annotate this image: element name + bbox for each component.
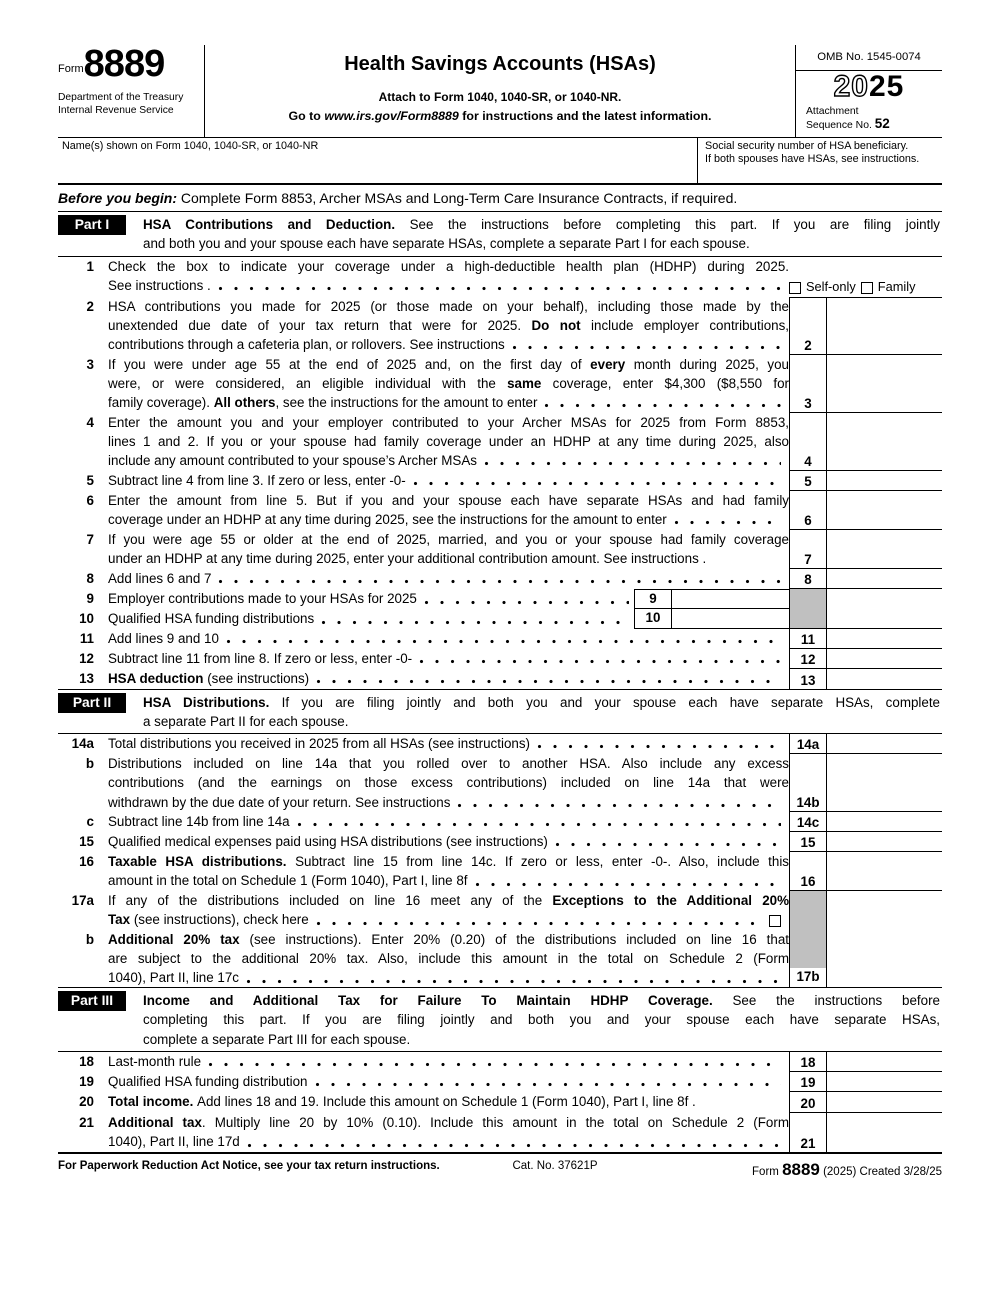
self-only-checkbox[interactable] [789, 282, 801, 294]
box-10-label: 10 [635, 609, 672, 628]
box-21-label: 21 [790, 1113, 827, 1152]
line-16-number: 16 [79, 854, 94, 870]
box-19-label: 19 [790, 1072, 827, 1091]
line-14c-number: c [86, 814, 94, 830]
box-6-label: 6 [790, 491, 827, 529]
line-17a-number: 17a [71, 893, 94, 909]
box-12-label: 12 [790, 649, 827, 668]
dot-leader [218, 286, 781, 291]
dot-leader [413, 481, 781, 486]
dept-irs: Internal Revenue Service [58, 104, 174, 116]
exceptions-checkbox[interactable] [769, 915, 781, 927]
dot-leader [316, 679, 781, 684]
box-8-label: 8 [790, 569, 827, 588]
form-footer [58, 1152, 942, 1180]
line-20-amount-field[interactable] [827, 1092, 942, 1112]
line-14a: 14a Total distributions you received in 2025 from all HSAs (see instructions) 14a [58, 734, 942, 754]
line-1: 1 Check the box to indicate your coverage under a high-deductible health plan (HDHP) during 2025. See instructions . Self-only Family [58, 257, 942, 297]
part1-header [58, 212, 942, 257]
box-14a-label: 14a [790, 734, 827, 753]
omb-block [795, 45, 942, 137]
line-7-number: 7 [86, 531, 94, 547]
dot-leader [226, 639, 781, 644]
shaded-cell [790, 891, 826, 968]
line-19-amount-field[interactable] [827, 1072, 942, 1091]
part2-header [58, 690, 942, 735]
irs-url: www.irs.gov/Form8889 [324, 109, 459, 123]
line-8-number: 8 [86, 570, 94, 586]
line-10-inner-box [634, 609, 789, 629]
line-2-number: 2 [86, 298, 94, 314]
line-12-amount-field[interactable] [827, 649, 942, 668]
ssn-field[interactable] [697, 138, 942, 183]
box-15-label: 15 [790, 832, 827, 851]
form-id-footer: Form 8889 (2025) Created 3/28/25 [752, 1160, 942, 1180]
name-field[interactable] [58, 138, 697, 183]
line-15-number: 15 [79, 834, 94, 850]
box-14c-label: 14c [790, 812, 827, 831]
box-9-label: 9 [635, 590, 672, 608]
dot-leader [321, 620, 629, 625]
box-13-label: 13 [790, 669, 827, 689]
line-17b-number: b [85, 932, 94, 948]
line-1-number: 1 [86, 258, 94, 274]
line-20: 20 Total income. Add lines 18 and 19. Include this amount on Schedule 1 (Form 1040), Part I, line 8f . 20 [58, 1092, 942, 1113]
part2-title-line2: a separate Part II for each spouse. [143, 713, 349, 729]
line-15-amount-field[interactable] [827, 832, 942, 851]
dot-leader [544, 403, 781, 408]
part3-title-line2: completing this part. If you are filing jointly and both you and your spouse each have separate HSAs, [143, 1012, 940, 1028]
line-19-number: 19 [79, 1074, 94, 1090]
line-18-number: 18 [79, 1054, 94, 1070]
line-21-amount-field[interactable] [827, 1113, 942, 1152]
box-4-label: 4 [790, 413, 827, 470]
sequence-number: 52 [874, 115, 890, 131]
form-number-block [58, 45, 205, 137]
line-10-amount-field[interactable] [672, 609, 789, 628]
name-label: Name(s) shown on Form 1040, 1040-SR, or 1040-NR [62, 140, 319, 152]
form-title-block [205, 45, 795, 137]
line-10-number: 10 [79, 610, 94, 626]
dot-leader [247, 1143, 781, 1148]
line-14b-amount-field[interactable] [827, 754, 942, 811]
self-only-label: Self-only [806, 278, 856, 294]
line-6: 6 Enter the amount from line 5. But if you and your spouse each have separate HSAs and had family coverage under an HDHP at any time during 2025, see the instructions for the amount to enter 6 [58, 491, 942, 530]
dot-leader [246, 979, 781, 984]
line-9-amount-field[interactable] [672, 590, 789, 608]
dot-leader [475, 882, 781, 887]
line-20-number: 20 [79, 1094, 94, 1110]
line-7-amount-field[interactable] [827, 530, 942, 568]
dot-leader [457, 803, 781, 808]
form-word: Form [58, 63, 84, 75]
line-18-amount-field[interactable] [827, 1052, 942, 1071]
line-3-amount-field[interactable] [827, 355, 942, 412]
dot-leader [316, 921, 761, 926]
line-4: 4 Enter the amount you and your employer contributed to your Archer MSAs for 2025 from Form 8853, lines 1 and 2. If you or your spouse had family coverage under an HDHP at any time during 2025, also include any amount contributed to your spouse’s Archer MSAs 4 [58, 413, 942, 471]
line-13-amount-field[interactable] [827, 669, 942, 689]
box-14b-label: 14b [790, 754, 827, 811]
line-5-amount-field[interactable] [827, 471, 942, 490]
part1-title-line2: and both you and your spouse each have separate HSAs, complete a separate Part I for each spouse. [143, 236, 750, 252]
part1-label: Part I [58, 215, 126, 235]
form-number: 8889 [83, 43, 165, 85]
box-3-label: 3 [790, 355, 827, 412]
dot-leader [674, 520, 781, 525]
ssn-label-2: If both spouses have HSAs, see instructions. [705, 153, 920, 165]
line-8: 8 Add lines 6 and 7 8 [58, 569, 942, 589]
line-15: 15 Qualified medical expenses paid using HSA distributions (see instructions) 15 [58, 832, 942, 852]
blank-cell [827, 589, 942, 628]
family-label: Family [877, 278, 916, 294]
line-2: 2 HSA contributions you made for 2025 (or those made on your behalf), including those made by the unextended due date of your tax return that were for 2025. Do not include employer contributions, contributions through a cafeteria plan, or rollovers. See instructions 2 [58, 297, 942, 355]
shaded-cell [790, 589, 827, 628]
form-8889 [58, 45, 942, 1180]
line-13-number: 13 [79, 670, 94, 686]
attachment-sequence: Attachment Sequence No. 52 [806, 106, 890, 131]
box-18-label: 18 [790, 1052, 827, 1071]
name-ssn-row [58, 137, 942, 185]
before-you-begin: Before you begin: Complete Form 8853, Archer MSAs and Long-Term Care Insurance Contracts, if required. [58, 185, 942, 212]
line-6-number: 6 [86, 492, 94, 508]
part3-rows [58, 1052, 942, 1152]
line-18: 18 Last-month rule 18 [58, 1052, 942, 1072]
line-11-number: 11 [79, 630, 94, 646]
dot-leader [218, 579, 781, 584]
line-3-number: 3 [86, 356, 94, 372]
coverage-checkboxes [789, 257, 942, 297]
dot-leader [315, 1082, 782, 1087]
box-2-label: 2 [790, 298, 827, 354]
dot-leader [555, 842, 781, 847]
line-7: 7 If you were age 55 or older at the end of 2025, married, and you or your spouse had family coverage under an HDHP at any time during 2025, enter your additional contribution amount. See instructions . 7 [58, 530, 942, 569]
dept-treasury: Department of the Treasury [58, 92, 184, 103]
dot-leader [297, 822, 781, 827]
part1-rows [58, 257, 942, 690]
omb-number: OMB No. 1545-0074 [796, 45, 942, 71]
catalog-number: Cat. No. 37621P [512, 1160, 598, 1173]
dot-leader [484, 461, 781, 466]
lines-9-10: 9 10 Employer contributions made to your HSAs for 2025 9 Qualified HSA funding distributions 10 [58, 589, 942, 629]
line-13: 13 HSA deduction (see instructions) 13 [58, 669, 942, 690]
line-21-number: 21 [79, 1115, 94, 1131]
line-9-number: 9 [86, 590, 94, 606]
box-20-label: 20 [790, 1092, 827, 1112]
form-header [58, 45, 942, 137]
line-5: 5 Subtract line 4 from line 3. If zero or less, enter -0- 5 [58, 471, 942, 491]
lines-17a-17b: 17a b If any of the distributions included on line 16 meet any of the Exceptions to the Additional 20% Tax (see instructions), check here Additional 20% tax (see instructions). Enter 20% (0.20) of the distributions included on line 16 that are subject to the additional 20% tax. Also, include this amount in the total on Schedule 2 (Form 1040), Part II, line 17c 17b [58, 891, 942, 988]
line-4-amount-field[interactable] [827, 413, 942, 470]
paperwork-notice: For Paperwork Reduction Act Notice, see your tax return instructions. [58, 1160, 440, 1173]
dot-leader [424, 600, 629, 605]
line-16: 16 Taxable HSA distributions. Subtract line 15 from line 14c. If zero or less, enter -0-. Also, include this amount in the total on Schedule 1 (Form 1040), Part I, line 8f 16 [58, 852, 942, 891]
line-2-amount-field[interactable] [827, 298, 942, 354]
line-19: 19 Qualified HSA funding distribution 19 [58, 1072, 942, 1092]
line-14b: b Distributions included on line 14a that you rolled over to another HSA. Also include any excess contributions (and the earnings on those excess contributions) included on line 14a that were withdrawn by the due date of your return. See instructions 14b [58, 754, 942, 812]
goto-instruction: Go to www.irs.gov/Form8889 for instructions and the latest information. [288, 109, 712, 123]
tax-year: 2025 [833, 70, 905, 103]
line-16-amount-field[interactable] [827, 852, 942, 890]
part2-title-line1: HSA Distributions. If you are filing jointly and both you and your spouse each have separate HSAs, complete [143, 694, 941, 710]
line-14c: c Subtract line 14b from line 14a 14c [58, 812, 942, 832]
line-14a-number: 14a [71, 736, 94, 752]
line-4-number: 4 [86, 414, 94, 430]
line-1-text: Check the box to indicate your coverage under a high-deductible health plan (HDHP) during 2025. [108, 258, 789, 274]
ssn-label-1: Social security number of HSA beneficiary. [705, 140, 909, 152]
part3-title-line1: Income and Additional Tax for Failure To Maintain HDHP Coverage. See the instructions before [143, 993, 941, 1009]
form-title: Health Savings Accounts (HSAs) [344, 53, 656, 75]
dot-leader [537, 744, 781, 749]
line-12-number: 12 [79, 650, 94, 666]
line-9-inner-box [634, 589, 789, 609]
part3-title-line3: complete a separate Part III for each spouse. [143, 1031, 411, 1047]
box-7-label: 7 [790, 530, 827, 568]
dot-leader [208, 1062, 781, 1067]
line-14b-number: b [85, 756, 94, 772]
line-5-number: 5 [86, 472, 94, 488]
attach-instruction: Attach to Form 1040, 1040-SR, or 1040-NR. [378, 90, 622, 104]
part2-rows [58, 734, 942, 988]
part2-label: Part II [58, 693, 126, 713]
line-6-amount-field[interactable] [827, 491, 942, 529]
part3-header [58, 988, 942, 1052]
box-17b-label: 17b [796, 969, 820, 985]
dot-leader [512, 345, 781, 350]
dot-leader [419, 659, 781, 664]
box-16-label: 16 [790, 852, 827, 890]
family-checkbox[interactable] [861, 282, 873, 294]
part1-title-line1: HSA Contributions and Deduction. See the instructions before completing this part. If you are filing jointly [143, 217, 940, 232]
line-17b-amount-field[interactable] [827, 891, 942, 987]
line-12: 12 Subtract line 11 from line 8. If zero or less, enter -0- 12 [58, 649, 942, 669]
line-11-amount-field[interactable] [827, 629, 942, 648]
line-11: 11 Add lines 9 and 10 11 [58, 629, 942, 649]
line-21: 21 Additional tax. Multiply line 20 by 10% (0.10). Include this amount in the total on Schedule 2 (Form 1040), Part II, line 17d 21 [58, 1113, 942, 1152]
part3-label: Part III [58, 991, 126, 1011]
box-5-label: 5 [790, 471, 827, 490]
line-14a-amount-field[interactable] [827, 734, 942, 753]
line-14c-amount-field[interactable] [827, 812, 942, 831]
box-11-label: 11 [790, 629, 827, 648]
line-8-amount-field[interactable] [827, 569, 942, 588]
line-3: 3 If you were under age 55 at the end of 2025 and, on the first day of every month during 2025, you were, or were considered, an eligible individual with the same coverage, enter $4,300 ($8,550 for family coverage). All others, see the instructions for the amount to enter 3 [58, 355, 942, 413]
